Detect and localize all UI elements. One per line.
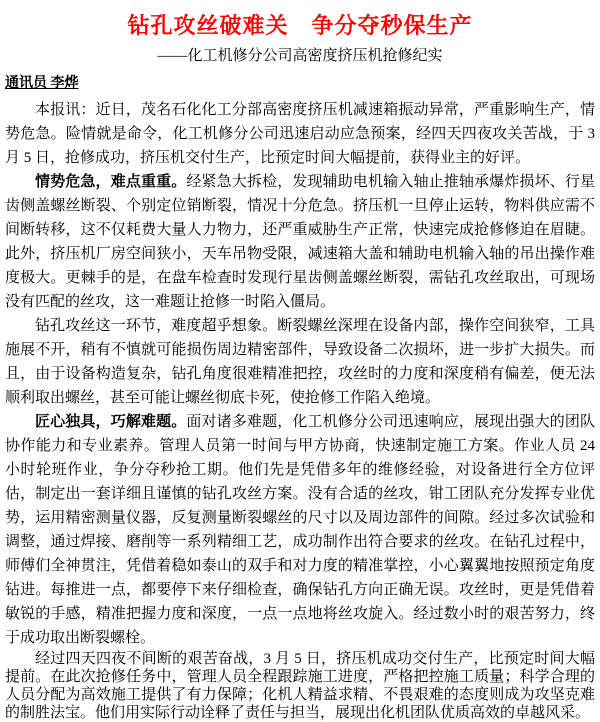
paragraph-text: 经过四天四夜不间断的艰苦奋战，3 月 5 日，挤压机成功交付生产，比预定时间大幅提前。在此次抢修任务中，管理人员全程跟踪施工进度，严格把控施工质量；科学合理的人员分配为高效施工提供了有力保障；化机人精益求精、不畏艰难的态度则成为攻坚克难的制胜法宝。他们用实际行动诠释了责任与担当，展现出化机团队优质高效的卓越风采。 bbox=[5, 651, 595, 721]
paragraph-lead: 匠心独具，巧解难题。 bbox=[35, 414, 187, 430]
paragraph bbox=[5, 170, 595, 314]
paragraph-lead: 情势危急，难点重重。 bbox=[35, 174, 187, 190]
paragraph-text: 本报讯：近日，茂名石化化工分部高密度挤压机减速箱振动异常，严重影响生产，情势危急。险情就是命令，化工机修分公司迅速启动应急预案，经四天四夜攻关苦战，于 3 月 5 日，抢修成功，挤压机交付生产，比预定时间大幅提前，获得业主的好评。 bbox=[5, 102, 595, 166]
paragraph bbox=[5, 98, 595, 170]
article-subtitle: ——化工机修分公司高密度挤压机抢修纪实 bbox=[157, 48, 443, 64]
paragraph-text: 钻孔攻丝这一环节，难度超乎想象。断裂螺丝深埋在设备内部，操作空间狭窄，工具施展不开，稍有不慎就可能损伤周边精密部件，导致设备二次损坏，进一步扩大损失。而且，由于设备构造复杂，钻孔角度很难精准把控，攻丝时的力度和深度稍有偏差，便无法顺利取出螺丝，甚至可能让螺丝彻底卡死，使抢修工作陷入绝境。 bbox=[5, 318, 595, 406]
paragraph bbox=[5, 410, 595, 650]
paragraph bbox=[5, 650, 595, 722]
paragraph bbox=[5, 314, 595, 410]
article-title: 钻孔攻丝破难关 争分夺秒保生产 bbox=[127, 13, 473, 38]
byline bbox=[5, 74, 595, 94]
paragraph-text: 经紧急大拆检，发现辅助电机输入轴止推轴承爆炸损坏、行星齿侧盖螺丝断裂、个别定位销断裂，情况十分危急。挤压机一旦停止运转，物料供应需不间断转移，这不仅耗费大量人力物力，还严重威胁生产正常，快速完成抢修修迫在眉睫。此外，挤压机厂房空间狭小，天车吊物受限，减速箱大盖和辅助电机输入轴的吊出操作难度极大。更棘手的是，在盘车检查时发现行星齿侧盖螺丝断裂，需钻孔攻丝取出，可现场没有匹配的丝攻，这一难题让抢修一时陷入僵局。 bbox=[5, 174, 595, 310]
byline-text: 通讯员 李烨 bbox=[5, 76, 79, 91]
paragraph-text: 面对诸多难题，化工机修分公司迅速响应，展现出强大的团队协作能力和专业素养。管理人员第一时间与甲方协商，快速制定施工方案。作业人员 24 小时轮班作业，争分夺秒抢工期。他们先是凭借多年的维修经验，对设备进行全方位评估，制定出一套详细且谨慎的钻孔攻丝方案。没有合适的丝攻，钳工团队充分发挥专业优势，运用精密测量仪器，反复测量断裂螺丝的尺寸以及周边部件的间隙。经过多次试验和调整，通过焊接、磨削等一系列精细工艺，成功制作出符合要求的丝攻。在钻孔过程中，师傅们全神贯注，凭借着稳如泰山的双手和对力度的精准掌控，小心翼翼地按照预定角度钻进。每推进一点，都要停下来仔细检查，确保钻孔方向正确无误。攻丝时，更是凭借着敏锐的手感，精准把握力度和深度，一点一点地将丝攻旋入。经过数小时的艰苦努力，终于成功取出断裂螺栓。 bbox=[5, 414, 595, 646]
